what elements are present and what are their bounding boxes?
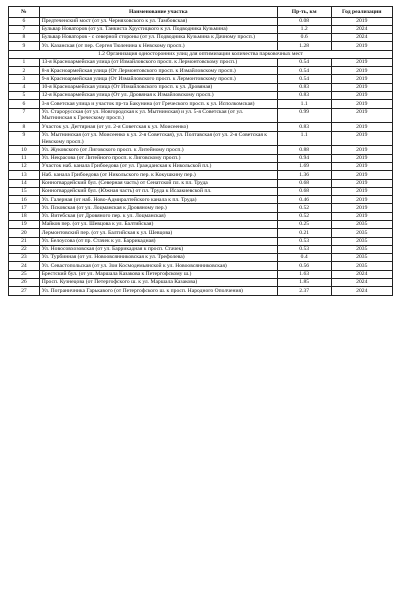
table-row (9, 254, 393, 262)
row-number: 13 (9, 171, 40, 179)
row-year: 2035 (331, 220, 392, 228)
row-number: 11 (9, 154, 40, 162)
row-name: Просп. Кузнецова (от Петергофского ш. к ул. Маршала Казакова) (39, 278, 277, 286)
row-length: 0.83 (277, 123, 331, 131)
table-row (9, 131, 393, 146)
table-row (9, 262, 393, 270)
row-name: Ул. Некрасова (от Литейного просп. к Лиговскому просп.) (39, 154, 277, 162)
row-length: 0.54 (277, 75, 331, 83)
row-name: Ул. Мытнинская (от ул. Моисеенко к ул. 2-я Советская), ул. Полтавская (от ул. 2-я Советская к Невскому просп.) (39, 131, 277, 146)
row-year: 2019 (331, 42, 392, 50)
row-year: 2019 (331, 83, 392, 91)
table-row (9, 34, 393, 42)
row-name: Ул. Витебская (от Дровяного пер. к ул. Лоцманская) (39, 212, 277, 220)
table-row (9, 270, 393, 278)
row-name: Лермонтовский пер. (от ул. Балтийская к ул. Шевцова) (39, 229, 277, 237)
row-name: Брестский бул. (от ул. Маршала Казакова к Петергофскому ш.) (39, 270, 277, 278)
row-year: 2019 (331, 67, 392, 75)
row-year: 2019 (331, 163, 392, 171)
row-year: 2019 (331, 171, 392, 179)
row-length: 1.36 (277, 171, 331, 179)
row-name: 3-я Советская улица и участок пр-та Бакунина (от Греческого просп. к ул. Исполкомская) (39, 100, 277, 108)
table-row (9, 154, 393, 162)
row-length: 0.94 (277, 154, 331, 162)
row-name: Бульвар Новаторов - с северной стороны (от ул. Подводника Кузьмина к Дачному просп.) (39, 34, 277, 42)
table-row (9, 75, 393, 83)
row-length: 1.1 (277, 131, 331, 146)
row-year: 2019 (331, 92, 392, 100)
row-length: 0.52 (277, 204, 331, 212)
row-year: 2019 (331, 146, 392, 154)
row-length: 1.63 (277, 270, 331, 278)
row-number: 6 (9, 100, 40, 108)
row-number: 20 (9, 229, 40, 237)
table-row (9, 58, 393, 66)
table-body-part-1 (9, 17, 393, 50)
row-year: 2035 (331, 262, 392, 270)
row-year: 2019 (331, 179, 392, 187)
row-year: 2035 (331, 229, 392, 237)
row-length: 0.53 (277, 237, 331, 245)
row-year: 2019 (331, 123, 392, 131)
row-length: 0.56 (277, 262, 331, 270)
row-name: Конногвардейский бул. (Северная часть) от Сенатской пл. к пл. Труда (39, 179, 277, 187)
row-length: 0.88 (277, 146, 331, 154)
row-number: 24 (9, 262, 40, 270)
row-number: 8 (9, 34, 40, 42)
table-row (9, 42, 393, 50)
row-number: 9 (9, 42, 40, 50)
table-row (9, 212, 393, 220)
row-name: Наб. канала Грибоедова (от Никольского пер. к Кокушкину пер.) (39, 171, 277, 179)
row-number: 17 (9, 204, 40, 212)
table-row (9, 100, 393, 108)
row-length: 0.4 (277, 254, 331, 262)
row-number: 18 (9, 212, 40, 220)
row-length: 0.52 (277, 212, 331, 220)
row-number: 1 (9, 58, 40, 66)
row-number: 2 (9, 67, 40, 75)
row-name: Ул. Старорусская (от ул. Новгородская к ул. Мытнинская) и ул. 5-я Советская (от ул. Мытнинская к Греческому просп.) (39, 108, 277, 123)
row-year: 2019 (331, 75, 392, 83)
section-row (9, 50, 393, 58)
row-year: 2019 (331, 187, 392, 195)
row-year: 2035 (331, 245, 392, 253)
row-year: 2019 (331, 100, 392, 108)
table-row (9, 146, 393, 154)
row-year: 2024 (331, 287, 392, 295)
table-row (9, 196, 393, 204)
table-row (9, 179, 393, 187)
row-year: 2019 (331, 204, 392, 212)
row-number: 19 (9, 220, 40, 228)
row-year: 2035 (331, 237, 392, 245)
row-number: 25 (9, 270, 40, 278)
row-length: 0.68 (277, 187, 331, 195)
row-length: 1.1 (277, 100, 331, 108)
row-length: 0.54 (277, 67, 331, 75)
table-row (9, 67, 393, 75)
row-length: 0.6 (277, 34, 331, 42)
row-name: Участок наб. канала Грибоедова (от ул. Гражданская к Никольской пл.) (39, 163, 277, 171)
row-name: Конногвардейский бул. (Южная часть) от пл. Труда к Исаакиевской пл. (39, 187, 277, 195)
row-name: Предтеченский мост (от ул. Черняховского к ул. Тамбовская) (39, 17, 277, 25)
row-length: 1.2 (277, 25, 331, 33)
row-name: 13-я Красноармейская улица (от Измайловского просп. к Лермонтовскому просп.) (39, 58, 277, 66)
row-name: Ул. Псковская (от ул. Лоцманская к Дровяному пер.) (39, 204, 277, 212)
row-number: 3 (9, 75, 40, 83)
table-row (9, 220, 393, 228)
row-name: Ул. Белоусова (от пр. Стачек к ул. Баррикадная) (39, 237, 277, 245)
table-row (9, 92, 393, 100)
row-number: 7 (9, 25, 40, 33)
row-number: 9 (9, 131, 40, 146)
row-year: 2019 (331, 17, 392, 25)
row-name: Ул. Севастопольская (от ул. Зои Космодемьянской к ул. Новоовсянниковская) (39, 262, 277, 270)
row-name: Бульвар Новаторов (от ул. Танкиста Хрустицкого к ул. Подводника Кузьмина) (39, 25, 277, 33)
table-row (9, 108, 393, 123)
row-length: 0.83 (277, 83, 331, 91)
row-name: Ул. Пограничника Гарькавого (от Петергофского ш. к просп. Народного Ополчения) (39, 287, 277, 295)
table-row (9, 237, 393, 245)
row-year: 2019 (331, 131, 392, 146)
row-length: 0.83 (277, 92, 331, 100)
row-name: Ул. Галерная (от наб. Ново-Адмиралтейского канала к пл. Труда) (39, 196, 277, 204)
row-number: 8 (9, 123, 40, 131)
row-number: 6 (9, 17, 40, 25)
header-length: Пр-ть, км (277, 7, 331, 18)
row-year: 2019 (331, 196, 392, 204)
table-row (9, 17, 393, 25)
row-number: 22 (9, 245, 40, 253)
row-number: 15 (9, 187, 40, 195)
row-year: 2019 (331, 154, 392, 162)
row-number: 4 (9, 83, 40, 91)
row-number: 5 (9, 92, 40, 100)
table-body-part-2 (9, 58, 393, 295)
row-length: 0.46 (277, 196, 331, 204)
table-row (9, 278, 393, 286)
header-name: Наименование участка (39, 7, 277, 18)
row-number: 14 (9, 179, 40, 187)
row-name: Ул. Турбинная (от ул. Новоовсянниковская к ул. Трефолева) (39, 254, 277, 262)
header-year: Год реализации (331, 7, 392, 18)
table-row (9, 25, 393, 33)
row-year: 2035 (331, 254, 392, 262)
row-number: 10 (9, 146, 40, 154)
table-header-row (9, 7, 393, 18)
row-name: 8-я Красноармейская улица (От Лермонтовского просп. к Измайловскому просп.) (39, 67, 277, 75)
header-num: № (9, 7, 40, 18)
row-name: Ул. Казанская (от пер. Сергея Тюленина к Невскому просп.) (39, 42, 277, 50)
row-number: 7 (9, 108, 40, 123)
section-header-group (9, 50, 393, 58)
row-length: 0.54 (277, 58, 331, 66)
row-number: 23 (9, 254, 40, 262)
row-length: 1.28 (277, 42, 331, 50)
table-row (9, 204, 393, 212)
row-length: 1.69 (277, 163, 331, 171)
road-sections-table (8, 6, 393, 296)
table-row (9, 245, 393, 253)
row-year: 2024 (331, 270, 392, 278)
table-row (9, 83, 393, 91)
row-length: 0.25 (277, 220, 331, 228)
row-name: Ул. Жуковского (от Лиговского просп. к Литейному просп.) (39, 146, 277, 154)
row-number: 12 (9, 163, 40, 171)
row-length: 0.21 (277, 229, 331, 237)
table-row (9, 123, 393, 131)
row-year: 2024 (331, 278, 392, 286)
table-row (9, 287, 393, 295)
row-name: 12-я Красноармейская улица (От ул. Дровяная к Измайловскому просп.) (39, 92, 277, 100)
row-number: 16 (9, 196, 40, 204)
row-year: 2024 (331, 34, 392, 42)
row-number: 26 (9, 278, 40, 286)
row-name: 10-я Красноармейская улица (От Измайловского просп. к ул. Дровяная) (39, 83, 277, 91)
table-row (9, 229, 393, 237)
row-number: 27 (9, 287, 40, 295)
row-year: 2019 (331, 212, 392, 220)
table-row (9, 171, 393, 179)
row-length: 0.68 (277, 179, 331, 187)
row-name: Ул. Новосовхозовская (от ул. Баррикадная к просп. Стачек) (39, 245, 277, 253)
table-row (9, 187, 393, 195)
row-length: 0.99 (277, 108, 331, 123)
row-name: Участок ул. Дегтярная (от ул. 2-я Советская к ул. Моисеенко) (39, 123, 277, 131)
row-length: 0.53 (277, 245, 331, 253)
row-length: 2.37 (277, 287, 331, 295)
row-name: 9-я Красноармейская улица (От Измайловского просп. к Лермонтовскому просп.) (39, 75, 277, 83)
table-row (9, 163, 393, 171)
row-length: 0.08 (277, 17, 331, 25)
row-year: 2019 (331, 58, 392, 66)
row-name: Майков пер. (от ул. Шевцова к ул. Балтийская) (39, 220, 277, 228)
row-year: 2024 (331, 25, 392, 33)
row-year: 2019 (331, 108, 392, 123)
row-number: 21 (9, 237, 40, 245)
section-title: 1.2 Организация односторонних улиц для оптимизации количества парковочных мест (9, 50, 393, 58)
row-length: 1.85 (277, 278, 331, 286)
